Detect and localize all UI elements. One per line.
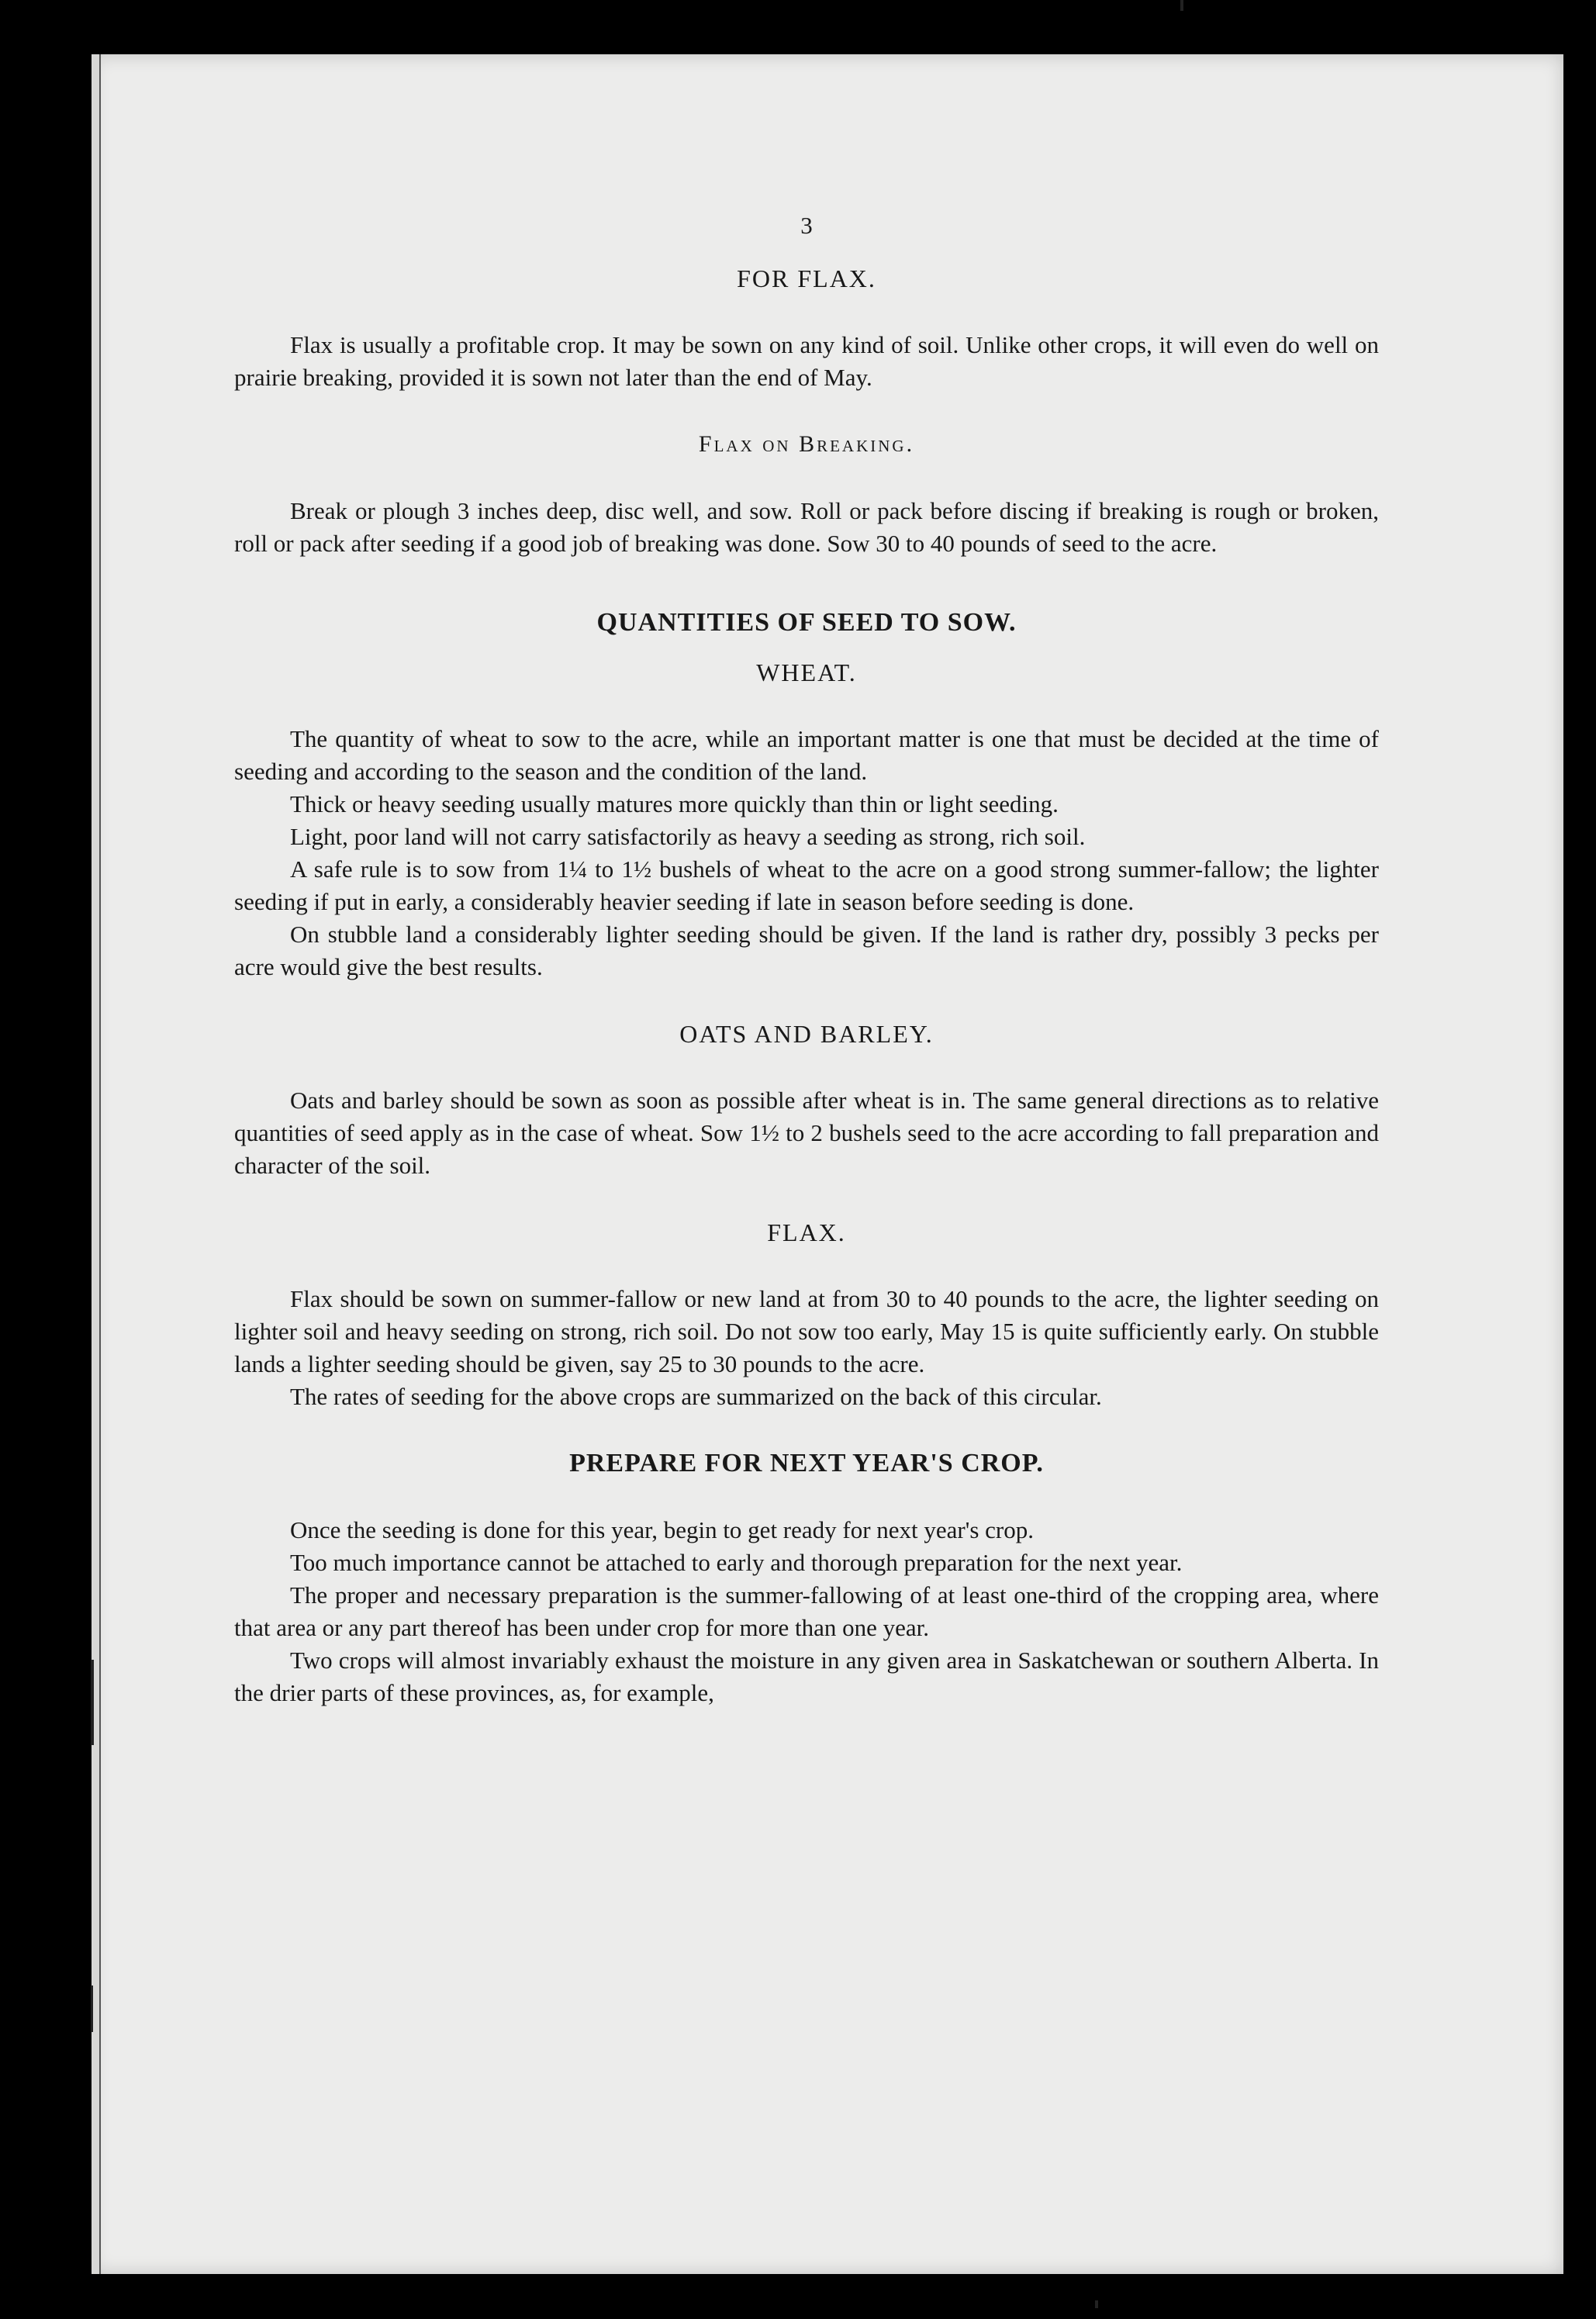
paragraph: On stubble land a considerably lighter seeding should be given. If the land is rather dry, possibly 3 pecks per acre would give the best results.: [234, 921, 1379, 980]
scan-mark: [91, 1985, 93, 2032]
paragraph: Two crops will almost invariably exhaust the moisture in any given area in Saskatchewan or southern Alberta. In the drier parts of these provinces, as, for example,: [234, 1647, 1379, 1706]
scan-mark: [91, 1660, 94, 1745]
paragraph: A safe rule is to sow from 1¼ to 1½ bushels of wheat to the acre on a good strong summer-fallow; the lighter seeding if put in early, a considerably heavier seeding if late in season before seeding is done.: [234, 855, 1379, 915]
paragraph: Flax is usually a profitable crop. It may be sown on any kind of soil. Unlike other crops, it will even do well on prairie breaking, provided it is sown not later than the end of May.: [234, 331, 1379, 391]
paragraph: Thick or heavy seeding usually matures more quickly than thin or light seeding.: [290, 790, 1059, 817]
paragraph: Break or plough 3 inches deep, disc well, and sow. Roll or pack before discing if breaking is rough or broken, roll or pack after seeding if a good job of breaking was done. Sow 30 to 40 pounds of seed to the acre.: [234, 497, 1379, 557]
subheading-oats-and-barley: OATS AND BARLEY.: [679, 1020, 934, 1048]
scan-mark: [1180, 0, 1183, 11]
paragraph: The rates of seeding for the above crops are summarized on the back of this circular.: [290, 1383, 1102, 1410]
section-heading-prepare: PREPARE FOR NEXT YEAR'S CROP.: [569, 1449, 1044, 1477]
paragraph: The proper and necessary preparation is the summer-fallowing of at least one-third of the cropping area, where that area or any part thereof has been under crop for more than one year.: [234, 1581, 1379, 1641]
scan-mark: [1095, 2300, 1098, 2308]
paragraph: Too much importance cannot be attached to early and thorough preparation for the next year.: [290, 1549, 1183, 1576]
subheading-flax: FLAX.: [767, 1218, 846, 1246]
subheading-flax-on-breaking: Flax on Breaking.: [698, 431, 915, 457]
page-number: 3: [800, 212, 813, 239]
paragraph: Oats and barley should be sown as soon as possible after wheat is in. The same general directions as to relative quantities of seed apply as in the case of wheat. Sow 1½ to 2 bushels seed to the acre according to fall preparation and character of the soil.: [234, 1087, 1379, 1179]
section-heading-for-flax: FOR FLAX.: [737, 264, 876, 292]
paragraph: The quantity of wheat to sow to the acre, while an important matter is one that must be decided at the time of seeding and according to the season and the condition of the land.: [234, 725, 1379, 785]
document-body: [234, 209, 1379, 1709]
paragraph: Flax should be sown on summer-fallow or new land at from 30 to 40 pounds to the acre, the lighter seeding on lighter soil and heavy seeding on strong, rich soil. Do not sow too early, May 15 is quite sufficiently early. On stubble lands a lighter seeding should be given, say 25 to 30 pounds to the acre.: [234, 1285, 1379, 1377]
paragraph: Once the seeding is done for this year, begin to get ready for next year's crop.: [290, 1516, 1034, 1543]
section-heading-quantities: QUANTITIES OF SEED TO SOW.: [596, 608, 1017, 637]
subheading-wheat: WHEAT.: [756, 658, 857, 686]
paragraph: Light, poor land will not carry satisfactorily as heavy a seeding as strong, rich soil.: [290, 823, 1086, 850]
binding-edge: [92, 54, 101, 2274]
